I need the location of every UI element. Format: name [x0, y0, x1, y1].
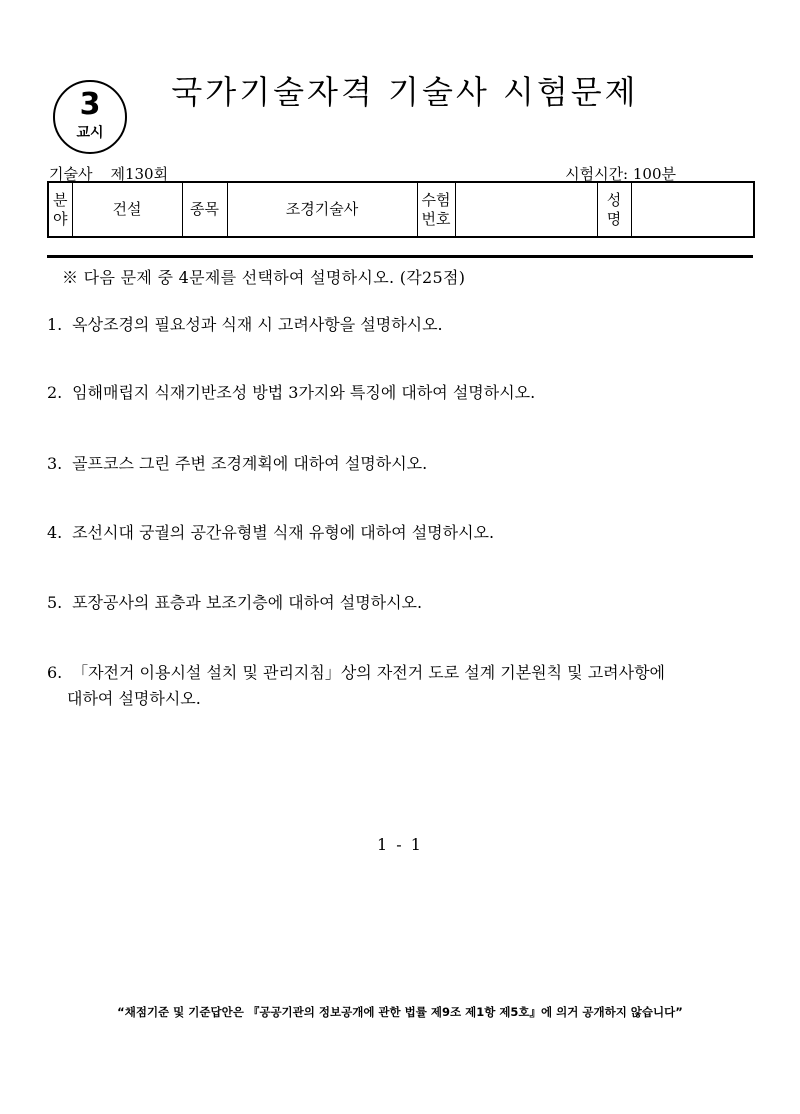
question-3: 3. 골프코스 그린 주변 조경계획에 대하여 설명하시오.: [47, 454, 428, 473]
question-1: 1. 옥상조경의 필요성과 식재 시 고려사항을 설명하시오.: [47, 315, 443, 334]
field-label: 분 야: [48, 182, 72, 237]
question-5: 5. 포장공사의 표층과 보조기층에 대하여 설명하시오.: [47, 593, 423, 612]
question-6: 6. 「자전거 이용시설 설치 및 관리지침」상의 자전거 도로 설계 기본원칙 및 고려사항에 대하여 설명하시오.: [47, 663, 666, 708]
session-label: 교시: [76, 125, 104, 141]
exam-header-table: [47, 181, 755, 238]
exam-category: 기술사: [49, 165, 93, 183]
exam-round: 제130회: [110, 165, 169, 183]
disclosure-footer: “채점기준 및 기준답안은 『공공기관의 정보공개에 관한 법률 제9조 제1항 제5호』에 의거 공개하지 않습니다”: [117, 1005, 683, 1019]
session-number: 3: [79, 87, 101, 122]
page-title: 국가기술자격 기술사 시험문제: [171, 73, 639, 111]
exam-number-field: [455, 182, 597, 237]
session-badge: [53, 80, 127, 154]
instruction: ※ 다음 문제 중 4문제를 선택하여 설명하시오. (각25점): [62, 268, 466, 287]
name-label: 성 명: [597, 182, 631, 237]
question-2: 2. 임해매립지 식재기반조성 방법 3가지와 특징에 대하여 설명하시오.: [47, 383, 536, 402]
question-4: 4. 조선시대 궁궐의 공간유형별 식재 유형에 대하여 설명하시오.: [47, 523, 495, 542]
divider: [47, 255, 753, 258]
item-value: 조경기술사: [227, 182, 417, 237]
field-value: 건설: [72, 182, 182, 237]
page-number: 1 - 1: [377, 835, 423, 854]
item-label: 종목: [182, 182, 227, 237]
exam-time: 시험시간: 100분: [565, 165, 676, 183]
exam-number-label: 수험 번호: [417, 182, 455, 237]
name-field: [631, 182, 754, 237]
